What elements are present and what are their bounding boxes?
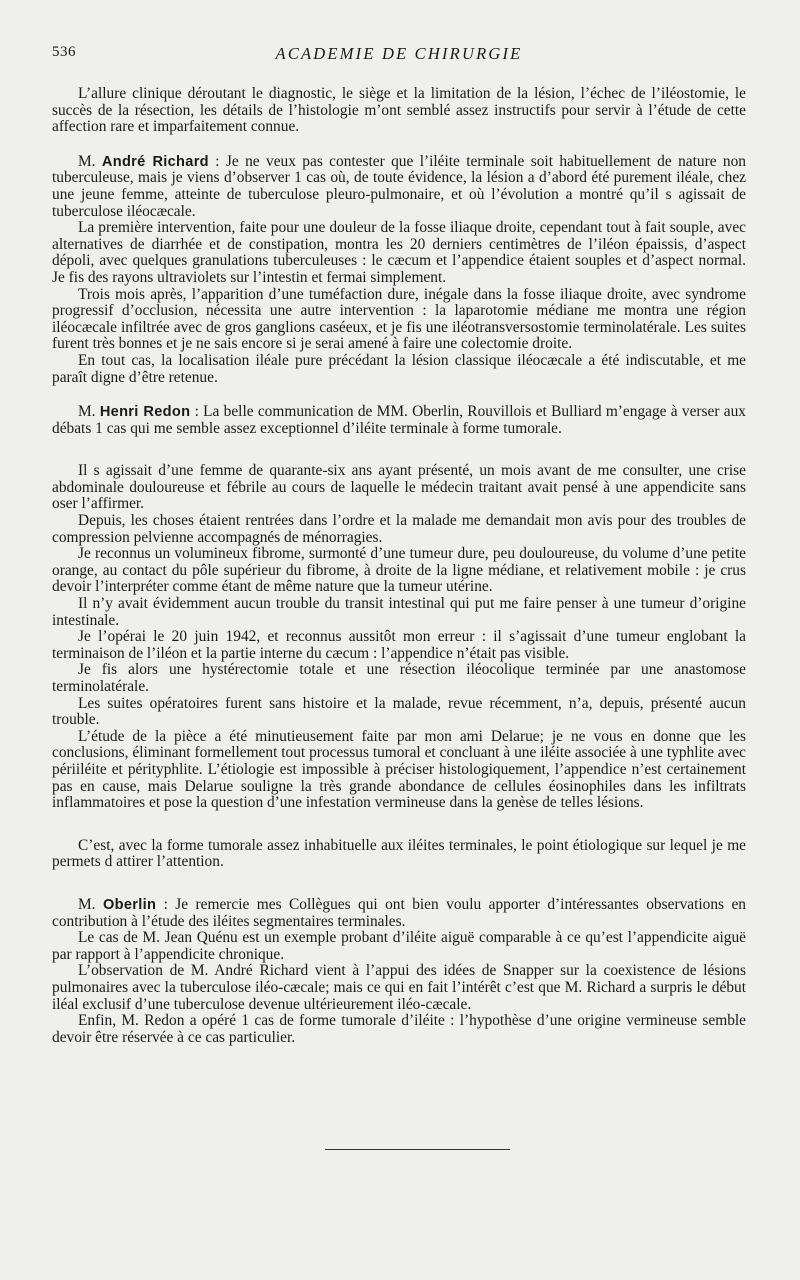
paragraph: [52, 513, 746, 546]
running-title: ACADEMIE DE CHIRURGIE: [275, 44, 523, 63]
paragraph-text: Le cas de M. Jean Quénu est un exemple probant d’iléite aiguë comparable à ce qu’est l’appendicite aiguë par rapport à l’appendicite chronique.: [52, 929, 746, 963]
paragraph: [52, 353, 746, 386]
body-text: [52, 86, 746, 1046]
speaker-prefix: M.: [78, 152, 102, 170]
paragraph-text: : La belle communication de MM. Oberlin, Rouvillois et Bulliard m’engage à verser aux débats 1 cas qui me semble assez exceptionnel d’iléite terminale à forme tumorale.: [52, 403, 746, 437]
paragraph: [52, 596, 746, 629]
paragraph: [52, 463, 746, 513]
speaker-prefix: M.: [78, 403, 100, 421]
paragraph: [52, 838, 746, 871]
page-header: [52, 44, 746, 64]
paragraph-text: Il n’y avait évidemment aucun trouble du transit intestinal qui put me faire penser à une tumeur d’origine intestinale.: [52, 595, 746, 629]
paragraph: [52, 930, 746, 963]
paragraph-text: Depuis, les choses étaient rentrées dans l’ordre et la malade me demandait mon avis pour des troubles de compression pelvienne accompagnés de ménorragies.: [52, 512, 746, 546]
paragraph-text: La première intervention, faite pour une douleur de la fosse iliaque droite, cependant tout à fait souple, avec alternatives de diarrhée et de constipation, montra les 20 derniers centimètres de l’iléon épaissis, d’aspect dépoli, avec quelques granulations tuberculeuses : le cæcum et l’appendice étaient souples et d’aspect normal. Je fis des rayons ultraviolets sur l’intestin et fermai simplement.: [52, 219, 746, 286]
paragraph: [52, 662, 746, 695]
paragraph-text: En tout cas, la localisation iléale pure précédant la lésion classique iléocæcale a été indiscutable, et me paraît digne d’être retenue.: [52, 351, 746, 386]
speaker-prefix: M.: [78, 895, 103, 913]
speaker-name: Henri Redon: [99, 404, 191, 421]
paragraph: [52, 696, 746, 729]
closing-rule: [325, 1149, 510, 1150]
paragraph-text: Enfin, M. Redon a opéré 1 cas de forme tumorale d’iléite : l’hypothèse d’une origine vermineuse semble devoir être réservée à ce cas particulier.: [52, 1012, 746, 1046]
paragraph-text: Les suites opératoires furent sans histoire et la malade, revue récemment, n’a, depuis, présenté aucun trouble.: [52, 694, 746, 729]
paragraph: [52, 629, 746, 662]
paragraph-text: Je reconnus un volumineux fibrome, surmonté d’une tumeur dure, peu douloureuse, du volume d’une petite orange, au contact du pôle supérieur du fibrome, à droite de la ligne médiane, et relativement mobile : je crus devoir l’interpréter comme étant de même nature que la tumeur utérine.: [52, 545, 746, 596]
paragraph-text: Il s agissait d’une femme de quarante-six ans ayant présenté, un mois avant de me consulter, une crise abdominale douloureuse et fébrile au cours de laquelle le médecin traitant avait pensé à une appendicite sans oser l’affirmer.: [52, 462, 746, 513]
paragraph: [52, 1013, 746, 1046]
paragraph: [52, 963, 746, 1013]
paragraph-text: Je l’opérai le 20 juin 1942, et reconnus aussitôt mon erreur : il s’agissait d’une tumeur englobant la terminaison de l’iléon et la partie interne du cæcum : l’appendice n’était pas visible.: [52, 628, 746, 662]
paragraph: [52, 287, 746, 353]
paragraph-text: L’observation de M. André Richard vient à l’appui des idées de Snapper sur la coexistence de lésions pulmonaires avec la tuberculose iléo-cæcale; mais ce qui en fait l’intérêt c’est que M. Richard a surpris le début iléal exclusif d’une tuberculose devenue ultérieurement iléo-cæcale.: [52, 962, 746, 1013]
paragraph-text: : Je ne veux pas contester que l’iléite terminale soit habituellement de nature non tuberculeuse, mais je viens d’observer 1 cas où, de toute évidence, la lésion a d’abord été purement iléale, chez une jeune femme, atteinte de tuberculose pleuro-pulmonaire, et où l’évolution a montré qu’il s agissait de tuberculose iléocæcale.: [52, 152, 746, 220]
paragraph-text: C’est, avec la forme tumorale assez inhabituelle aux iléites terminales, le point étiologique sur lequel je me permets d attirer l’attention.: [52, 836, 746, 871]
paragraph: [52, 220, 746, 286]
paragraph: [52, 729, 746, 812]
speaker-name: André Richard: [101, 153, 209, 170]
paragraph-text: Trois mois après, l’apparition d’une tuméfaction dure, inégale dans la fosse iliaque droite, avec syndrome progressif d’occlusion, nécessita une autre intervention : la laparotomie médiane me montra une région iléocæcale infiltrée avec de gros ganglions caséeux, et je fis une iléotransversostomie terminolatérale. Les suites furent très bonnes et je ne sais encore si je serai amené à faire une colectomie droite.: [52, 285, 746, 353]
paragraph: [52, 404, 746, 437]
paragraph: [52, 154, 746, 220]
paragraph: [52, 86, 746, 136]
speaker-name: Oberlin: [102, 896, 157, 913]
paragraph-text: Je fis alors une hystérectomie totale et une résection iléocolique terminée par une anastomose terminolatérale.: [52, 661, 746, 695]
paragraph-text: L’étude de la pièce a été minutieusement faite par mon ami Delarue; je ne vous en donne que les conclusions, éliminant formellement tout processus tumoral et concluant à une iléite associée à une typhlite avec périiléite et pérityphlite. L’étiologie est impossible à préciser histologiquement, l’appendice n’est certainement pas en cause, mais Delarue souligne la très grande abondance de cellules éosinophiles dans les infiltrats inflammatoires et pose la question d’une infestation vermineuse dans la genèse de telles lésions.: [52, 727, 746, 812]
paragraph: [52, 897, 746, 930]
paragraph-text: : Je remercie mes Collègues qui ont bien voulu apporter d’intéressantes observations en contribution à l’étude des iléites segmentaires terminales.: [52, 895, 746, 930]
page-number: 536: [52, 44, 76, 60]
paragraph: [52, 546, 746, 596]
paragraph-text: L’allure clinique déroutant le diagnostic, le siège et la limitation de la lésion, l’échec de l’iléostomie, le succès de la résection, les détails de l’histologie m’ont semblé assez instructifs pour servir à l’étude de cette affection rare et imparfaitement connue.: [52, 85, 746, 136]
